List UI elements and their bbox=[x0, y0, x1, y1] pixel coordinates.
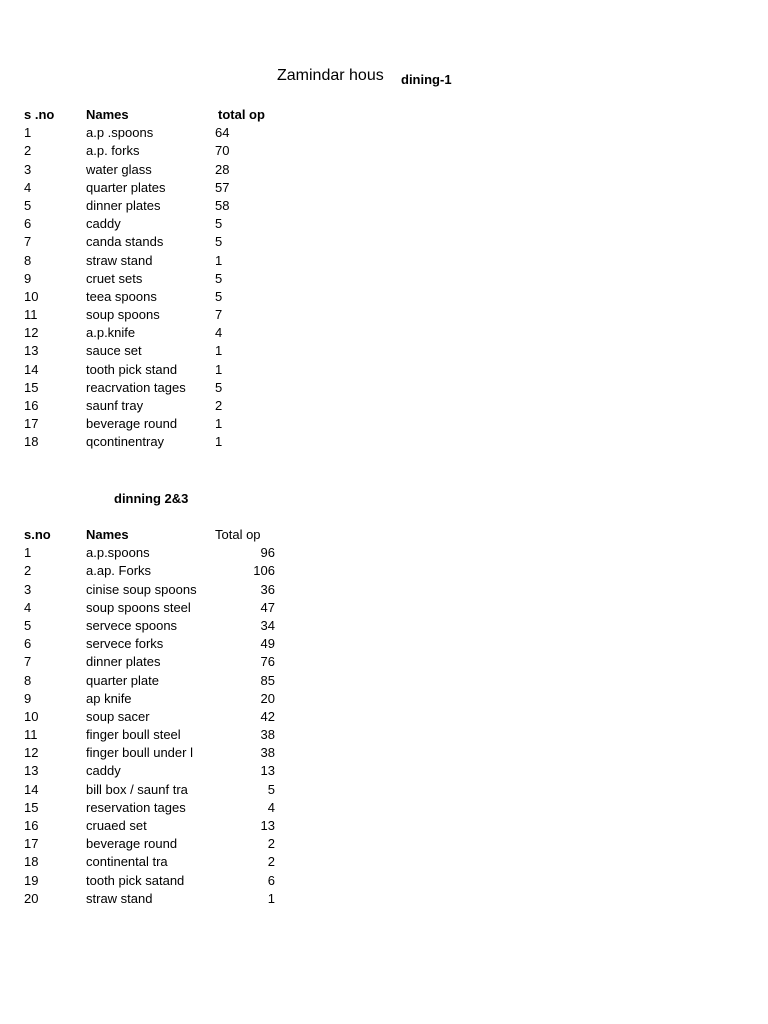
cell-total-op: 49 bbox=[260, 636, 275, 652]
header-sno: s .no bbox=[24, 107, 55, 122]
cell-total-op: 4 bbox=[215, 325, 223, 341]
cell-name: continental tra bbox=[86, 854, 168, 870]
cell-total-op: 1 bbox=[215, 343, 223, 359]
cell-sno: 4 bbox=[24, 179, 32, 195]
cell-name: servece spoons bbox=[86, 617, 178, 633]
cell-name: soup sacer bbox=[86, 708, 150, 724]
cell-sno: 14 bbox=[24, 781, 39, 797]
cell-sno: 17 bbox=[24, 416, 39, 432]
cell-sno: 18 bbox=[24, 434, 39, 450]
cell-name: cruaed set bbox=[86, 818, 147, 833]
cell-name: a.ap. Forks bbox=[86, 563, 152, 579]
cell-sno: 5 bbox=[24, 617, 32, 633]
cell-name: finger boull steel bbox=[86, 727, 181, 743]
cell-total-op: 106 bbox=[253, 563, 275, 579]
cell-name: dinner plates bbox=[86, 197, 161, 213]
cell-total-op: 5 bbox=[215, 288, 223, 304]
cell-total-op: 85 bbox=[260, 672, 275, 688]
cell-sno: 3 bbox=[24, 581, 32, 597]
header-total-op: total op bbox=[218, 107, 265, 122]
cell-sno: 1 bbox=[24, 545, 32, 561]
cell-total-op: 2 bbox=[267, 854, 275, 870]
cell-total-op: 1 bbox=[215, 361, 223, 377]
cell-total-op: 6 bbox=[267, 872, 275, 888]
cell-total-op: 58 bbox=[215, 197, 230, 213]
cell-name: tooth pick stand bbox=[86, 361, 178, 377]
cell-name: teea spoons bbox=[86, 288, 157, 304]
cell-sno: 9 bbox=[24, 270, 32, 286]
cell-sno: 9 bbox=[24, 690, 32, 706]
cell-name: a.p .spoons bbox=[86, 125, 154, 141]
cell-total-op: 76 bbox=[260, 654, 275, 670]
cell-sno: 10 bbox=[24, 708, 39, 724]
cell-name: canda stands bbox=[86, 234, 164, 250]
cell-name: a.p.spoons bbox=[86, 545, 150, 561]
cell-name: straw stand bbox=[86, 252, 153, 268]
cell-name: qcontinentray bbox=[86, 434, 165, 450]
cell-sno: 6 bbox=[24, 216, 32, 232]
cell-sno: 5 bbox=[24, 197, 32, 213]
cell-total-op: 1 bbox=[215, 252, 223, 268]
cell-sno: 11 bbox=[24, 727, 38, 743]
cell-total-op: 96 bbox=[260, 545, 275, 561]
cell-sno: 3 bbox=[24, 161, 32, 177]
cell-total-op: 64 bbox=[215, 125, 230, 141]
cell-name: beverage round bbox=[86, 416, 178, 432]
header-total-op: Total op bbox=[215, 527, 261, 542]
cell-total-op: 5 bbox=[215, 379, 223, 395]
cell-name: ap knife bbox=[86, 690, 132, 706]
dining-2-3-title: dinning 2&3 bbox=[114, 491, 189, 506]
cell-total-op: 47 bbox=[260, 599, 275, 615]
header-names: Names bbox=[86, 107, 129, 122]
cell-sno: 15 bbox=[24, 799, 39, 815]
cell-total-op: 7 bbox=[215, 307, 223, 323]
cell-name: beverage round bbox=[86, 836, 178, 852]
cell-sno: 10 bbox=[24, 288, 39, 304]
cell-name: dinner plates bbox=[86, 654, 161, 670]
cell-total-op: 5 bbox=[215, 270, 223, 286]
cell-name: soup spoons steel bbox=[86, 599, 191, 615]
cell-name: bill box / saunf tra bbox=[86, 781, 188, 797]
cell-total-op: 5 bbox=[215, 234, 223, 250]
cell-name: servece forks bbox=[86, 636, 164, 652]
cell-name: sauce set bbox=[86, 343, 142, 359]
header-sno: s.no bbox=[24, 527, 51, 542]
cell-total-op: 4 bbox=[267, 799, 275, 815]
cell-sno: 1 bbox=[24, 125, 32, 141]
cell-name: finger boull under l bbox=[86, 745, 193, 761]
cell-name: quarter plate bbox=[86, 672, 159, 688]
cell-name: reservation tages bbox=[86, 799, 186, 815]
cell-total-op: 34 bbox=[260, 617, 275, 633]
cell-sno: 19 bbox=[24, 872, 39, 888]
cell-total-op: 2 bbox=[215, 398, 223, 413]
header-names: Names bbox=[86, 527, 129, 542]
cell-total-op: 28 bbox=[215, 161, 230, 177]
cell-total-op: 38 bbox=[260, 727, 275, 743]
cell-sno: 13 bbox=[24, 763, 39, 779]
cell-sno: 4 bbox=[24, 599, 32, 615]
cell-sno: 8 bbox=[24, 252, 32, 268]
cell-name: cinise soup spoons bbox=[86, 581, 197, 597]
cell-name: saunf tray bbox=[86, 398, 144, 413]
cell-total-op: 2 bbox=[267, 836, 275, 852]
cell-total-op: 38 bbox=[260, 745, 275, 761]
cell-total-op: 5 bbox=[267, 781, 275, 797]
cell-sno: 13 bbox=[24, 343, 39, 359]
cell-sno: 15 bbox=[24, 379, 39, 395]
cell-sno: 7 bbox=[24, 654, 32, 670]
cell-name: tooth pick satand bbox=[86, 872, 185, 888]
cell-total-op: 70 bbox=[215, 143, 230, 159]
cell-total-op: 1 bbox=[215, 416, 223, 432]
cell-sno: 8 bbox=[24, 672, 32, 688]
cell-sno: 6 bbox=[24, 636, 32, 652]
cell-sno: 11 bbox=[24, 307, 38, 323]
cell-sno: 14 bbox=[24, 361, 39, 377]
cell-name: caddy bbox=[86, 216, 121, 232]
cell-name: soup spoons bbox=[86, 307, 160, 323]
cell-name: quarter plates bbox=[86, 179, 166, 195]
cell-total-op: 20 bbox=[260, 690, 275, 706]
cell-total-op: 42 bbox=[260, 708, 275, 724]
cell-name: a.p.knife bbox=[86, 325, 136, 341]
cell-sno: 20 bbox=[24, 890, 39, 906]
cell-name: a.p. forks bbox=[86, 143, 140, 159]
cell-total-op: 36 bbox=[260, 581, 275, 597]
cell-sno: 12 bbox=[24, 325, 39, 341]
cell-total-op: 5 bbox=[215, 216, 223, 232]
cell-name: cruet sets bbox=[86, 270, 143, 286]
page-title: Zamindar hous bbox=[277, 67, 384, 84]
cell-sno: 2 bbox=[24, 143, 32, 159]
cell-total-op: 57 bbox=[215, 179, 230, 195]
cell-sno: 2 bbox=[24, 563, 32, 579]
cell-sno: 18 bbox=[24, 854, 39, 870]
cell-total-op: 1 bbox=[215, 434, 223, 450]
cell-sno: 7 bbox=[24, 234, 32, 250]
dining-1-title: dining-1 bbox=[401, 72, 452, 87]
cell-name: water glass bbox=[86, 161, 152, 177]
cell-total-op: 13 bbox=[260, 763, 275, 779]
cell-name: straw stand bbox=[86, 890, 153, 906]
cell-name: caddy bbox=[86, 763, 121, 779]
cell-sno: 16 bbox=[24, 398, 39, 413]
cell-sno: 12 bbox=[24, 745, 39, 761]
cell-total-op: 13 bbox=[260, 818, 275, 833]
cell-total-op: 1 bbox=[267, 890, 275, 906]
cell-name: reacrvation tages bbox=[86, 379, 186, 395]
cell-sno: 16 bbox=[24, 818, 39, 833]
cell-sno: 17 bbox=[24, 836, 39, 852]
